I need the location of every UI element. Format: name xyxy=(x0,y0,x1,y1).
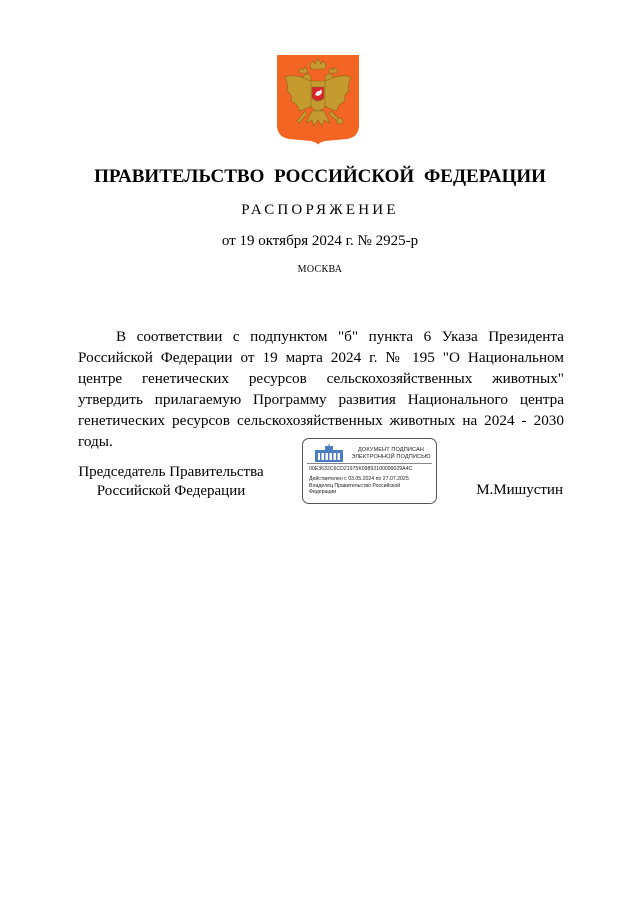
signer-position xyxy=(76,463,266,501)
document-date-number: от 19 октября 2024 г. № 2925-р xyxy=(221,233,419,249)
government-building-icon xyxy=(315,444,343,462)
stamp-validity: Действителен с 03.05.2024 по 27.07.2025 xyxy=(309,476,409,482)
electronic-signature-stamp xyxy=(302,438,437,504)
stamp-divider xyxy=(307,463,432,464)
government-title: ПРАВИТЕЛЬСТВО РОССИЙСКОЙ ФЕДЕРАЦИИ xyxy=(94,166,546,187)
signer-name: М.Мишустин xyxy=(476,482,563,498)
stamp-heading-line2: ЭЛЕКТРОННОЙ ПОДПИСЬЮ xyxy=(351,454,431,460)
order-text: В соответствии с подпунктом "б" пункта 6 Указа Президента Российской Федерации от 19 марта 2024 г. № 195 "О Национальном центре генетических ресурсов сельскохозяйственных животных" утвердить прилагаемую Программу развития Национального центра генетических ресурсов сельскохозяйственных животных на 2024 - 2030 годы. xyxy=(78,328,564,450)
signer-position-line1: Председатель Правительства xyxy=(78,464,264,480)
signer-position-line2: Российской Федерации xyxy=(96,483,246,499)
stamp-owner-line1: Владелец Правительство Российской xyxy=(309,482,401,489)
stamp-owner-line2: Федерации xyxy=(309,488,337,495)
coat-of-arms-icon xyxy=(277,55,359,145)
stamp-heading-line1: ДОКУМЕНТ ПОДПИСАН xyxy=(358,447,424,453)
stamp-certificate-serial: 00E3632C6CD21975K09892100099029A4C xyxy=(309,466,413,472)
document-city: МОСКВА xyxy=(297,264,343,275)
document-type: РАСПОРЯЖЕНИЕ xyxy=(241,202,399,218)
